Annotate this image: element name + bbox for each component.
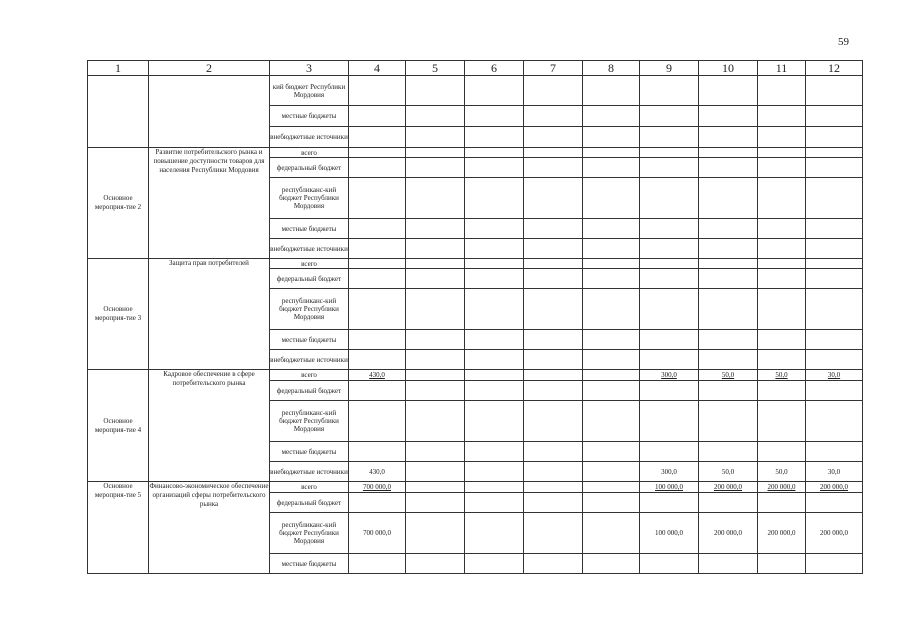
event-label: Основное мероприя-тие 3 [88, 259, 149, 370]
source-cell: федеральный бюджет [270, 493, 349, 513]
source-cell: всего [270, 259, 349, 269]
source-cell: федеральный бюджет [270, 381, 349, 401]
value-cell: 50,0 [758, 462, 806, 482]
value-cell: 300,0 [640, 462, 699, 482]
source-cell: республиканс-кий бюджет Республики Мордовия [270, 401, 349, 442]
col-header: 5 [406, 61, 465, 76]
table-row [88, 482, 863, 493]
event-name: Кадровое обеспечение в сфере потребительского рынка [149, 370, 270, 482]
source-cell: всего [270, 370, 349, 381]
value-cell: 50,0 [758, 370, 806, 381]
source-cell: местные бюджеты [270, 442, 349, 462]
event-name: Финансово-экономическое обеспечение организаций сферы потребительского рынка [149, 482, 270, 574]
table-row [88, 259, 863, 269]
value-cell: 700 000,0 [349, 482, 406, 493]
col-header: 12 [806, 61, 863, 76]
value-cell: 200 000,0 [699, 513, 758, 554]
source-cell: внебюджетные источники [270, 350, 349, 370]
col-header: 11 [758, 61, 806, 76]
source-cell: местные бюджеты [270, 106, 349, 127]
value-cell: 200 000,0 [699, 482, 758, 493]
value-cell: 700 000,0 [349, 513, 406, 554]
value-cell: 200 000,0 [758, 513, 806, 554]
col-header: 6 [465, 61, 524, 76]
budget-table [87, 60, 863, 574]
source-cell: республиканс-кий бюджет Республики Мордовия [270, 513, 349, 554]
col-header: 8 [583, 61, 640, 76]
table-row [88, 370, 863, 381]
source-cell: республиканс-кий бюджет Республики Мордовия [270, 289, 349, 330]
col-header: 7 [524, 61, 583, 76]
source-cell: местные бюджеты [270, 219, 349, 239]
table-row [88, 76, 863, 106]
event-label: Основное мероприя-тие 5 [88, 482, 149, 574]
value-cell: 100 000,0 [640, 513, 699, 554]
col-header: 4 [349, 61, 406, 76]
event-name-cell [149, 76, 270, 148]
table-row [88, 148, 863, 158]
page-number: 59 [838, 36, 849, 48]
col-header: 2 [149, 61, 270, 76]
source-cell: местные бюджеты [270, 330, 349, 350]
value-cell: 30,0 [806, 462, 863, 482]
header-row [88, 61, 863, 76]
source-cell: внебюджетные источники [270, 127, 349, 148]
event-label: Основное мероприя-тие 4 [88, 370, 149, 482]
col-header: 3 [270, 61, 349, 76]
value-cell: 300,0 [640, 370, 699, 381]
source-cell: внебюджетные источники [270, 239, 349, 259]
value-cell: 200 000,0 [806, 513, 863, 554]
source-cell: всего [270, 148, 349, 158]
value-cell: 100 000,0 [640, 482, 699, 493]
value-cell: 200 000,0 [758, 482, 806, 493]
value-cell: 430,0 [349, 370, 406, 381]
source-cell: местные бюджеты [270, 554, 349, 574]
event-label: Основное мероприя-тие 2 [88, 148, 149, 259]
value-cell: 50,0 [699, 370, 758, 381]
source-cell: федеральный бюджет [270, 269, 349, 289]
col-header: 1 [88, 61, 149, 76]
value-cell: 50,0 [699, 462, 758, 482]
source-cell: республиканс-кий бюджет Республики Мордовия [270, 178, 349, 219]
event-name: Развитие потребительского рынка и повышение доступности товаров для населения Республики Мордовия [149, 148, 270, 259]
event-label-cell [88, 76, 149, 148]
source-cell: федеральный бюджет [270, 158, 349, 178]
source-cell: всего [270, 482, 349, 493]
source-cell: внебюджетные источники [270, 462, 349, 482]
col-header: 9 [640, 61, 699, 76]
source-cell: кий бюджет Республики Мордовия [270, 76, 349, 106]
value-cell: 30,0 [806, 370, 863, 381]
col-header: 10 [699, 61, 758, 76]
event-name: Защита прав потребителей [149, 259, 270, 370]
value-cell: 200 000,0 [806, 482, 863, 493]
value-cell: 430,0 [349, 462, 406, 482]
